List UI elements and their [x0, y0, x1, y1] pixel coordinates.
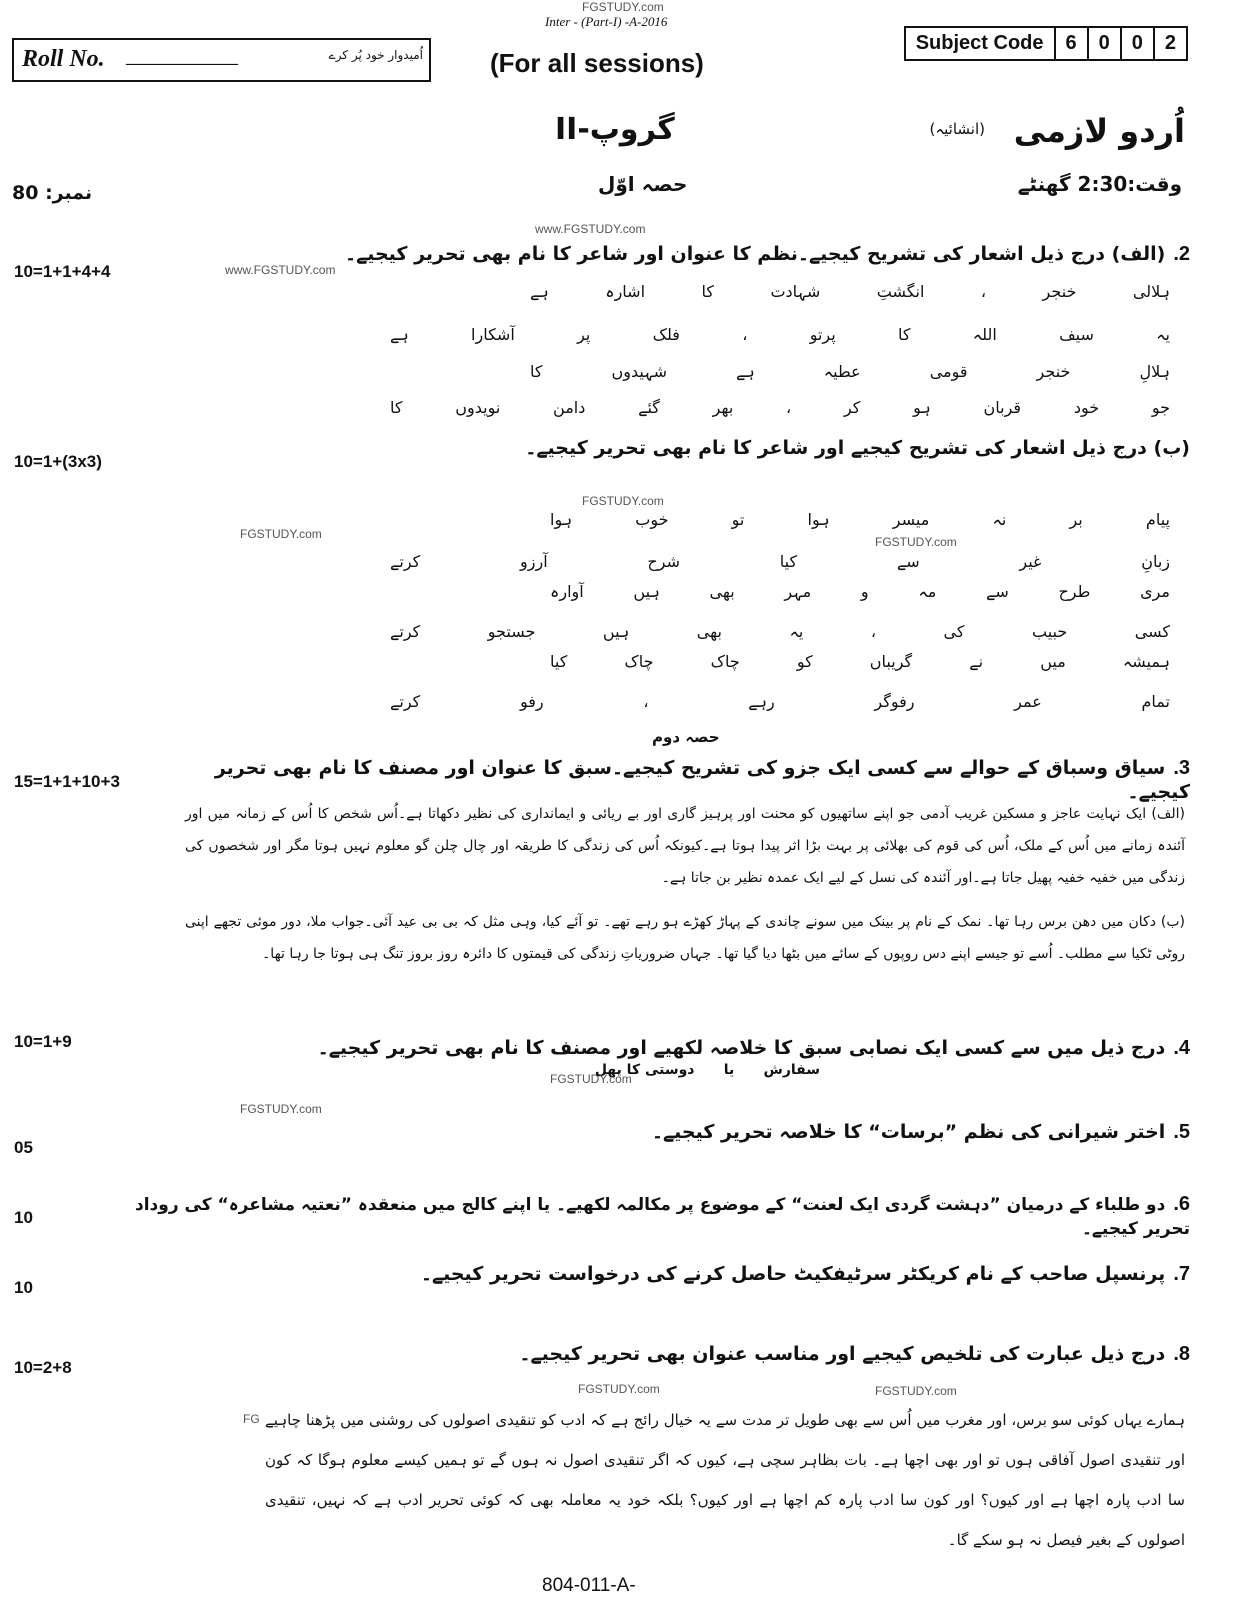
q5-marks: 05	[14, 1138, 33, 1157]
subject-type: (انشائیہ)	[929, 120, 985, 138]
verse-line: کسی حبیب کی ، یہ بھی ہیں جستجو کرتے	[390, 622, 1170, 641]
question-text: درج ذیل میں سے کسی ایک نصابی سبق کا خلاصہ لکھیے اور مصنف کا نام بھی تحریر کیجیے۔	[317, 1037, 1166, 1059]
watermark: FGSTUDY.com	[875, 535, 957, 549]
question-number: 5.	[1173, 1121, 1190, 1143]
question-number: 8.	[1173, 1343, 1190, 1365]
option-2: دوستی کا پھل	[594, 1062, 695, 1078]
question-number: 7.	[1173, 1263, 1190, 1285]
total-marks: نمبر: 80	[12, 182, 93, 204]
q8-passage: ہمارے یہاں کوئی سو برس، اور مغرب میں اُس سے بھی طویل تر مدت سے یہ خیال رائج ہے کہ ادب کو تنقیدی اصولوں کی روشنی میں پڑھنا چاہیے اور تنقیدی اصول آفاقی ہوں تو اور بھی اچھا ہے۔ بات بظاہر سچی ہے، کیوں کہ اگر تنقیدی اصول نہ ہوں گے تو ہمیں کیسے معلوم ہوگا کہ کون سا ادب پارہ اچھا ہے اور کیوں؟ اور کون سا ادب پارہ کم اچھا ہے اور کیوں؟ بلکہ خود یہ معاملہ بھی کہ کوئی تحریر ادب ہے کہ نہیں، تنقیدی اصولوں کے بغیر فیصل نہ ہو سکے گا۔	[265, 1411, 1185, 1549]
watermark: FGSTUDY.com	[550, 1072, 632, 1086]
q4-marks: 10=1+9	[14, 1032, 72, 1051]
question-2a	[160, 242, 1190, 266]
section-2-label: حصہ دوم	[652, 728, 720, 746]
subject-code-label: Subject Code	[915, 32, 1044, 54]
section-1-label: حصہ اوّل	[598, 172, 688, 196]
question-3	[150, 756, 1190, 804]
verse-line: ہمیشہ میں نے گریباں کو چاک چاک کیا	[550, 652, 1170, 671]
question-number: 6.	[1173, 1193, 1190, 1215]
q6-marks: 10	[14, 1208, 33, 1227]
question-number: 4.	[1173, 1037, 1190, 1059]
roll-label: Roll No.	[22, 46, 105, 72]
watermark: FGSTUDY.com	[582, 494, 664, 508]
roll-number-box[interactable]	[12, 38, 431, 82]
q7-marks: 10	[14, 1278, 33, 1297]
subject-code-digit: 6	[1054, 28, 1087, 59]
verse-line: مری طرح سے مہ و مہر بھی ہیں آوارہ	[550, 582, 1170, 601]
verse-line: تمام عمر رفوگر رہے ، رفو کرتے	[390, 692, 1170, 711]
watermark: FGSTUDY.com	[240, 527, 322, 541]
watermark: FG	[243, 1412, 260, 1426]
option-or: یا	[723, 1062, 735, 1078]
question-2b: (ب) درج ذیل اشعار کی تشریح کیجیے اور شاعر کا نام بھی تحریر کیجیے۔	[525, 437, 1190, 459]
question-number: 2.	[1173, 243, 1190, 265]
question-6	[130, 1192, 1190, 1241]
q2b-marks: 10=1+(3x3)	[14, 452, 102, 471]
q3-passage-a: (الف) ایک نہایت عاجز و مسکین غریب آدمی جو اپنے ساتھیوں کو محنت اور پرہیز گاری اور بے ریائی و ایمانداری کی نظیر دکھاتا ہے۔اُس شخص کا اُس کے زمانہ میں اور آئندہ زمانے میں اُس کے ملک، اُس کی قوم کی بھلائی پر بہت بڑا اثر پیدا ہوتا ہے۔کیونکہ اُس کی زندگی کا طریقہ اور چال چلن گو معلوم نہیں ہوتا مگر اور شخصوں کی زندگی میں خفیہ خفیہ پھیل جاتا ہے۔اور آئندہ کی نسل کے لیے ایک عمدہ نظیر بن جاتا ہے۔	[185, 806, 1185, 886]
question-7	[160, 1262, 1190, 1286]
roll-note: اُمیدوار خود پُر کرے	[328, 48, 423, 62]
q8-marks: 10=2+8	[14, 1358, 72, 1377]
verse-line: پیام بر نہ میسر ہوا تو خوب ہوا	[550, 510, 1170, 529]
subject-code-box	[904, 26, 1188, 61]
q2a-marks: 10=1+1+4+4	[14, 262, 111, 281]
watermark: www.FGSTUDY.com	[225, 263, 336, 277]
watermark: FGSTUDY.com	[582, 0, 664, 14]
verse-line: یہ سیف اللہ کا پرتو ، فلک پر آشکارا ہے	[390, 325, 1170, 344]
watermark: FGSTUDY.com	[875, 1384, 957, 1398]
watermark: FGSTUDY.com	[240, 1102, 322, 1116]
verse-line: جو خود قربان ہو کر ، بھر گئے دامن نویدوں کا	[390, 398, 1170, 417]
subject-title: اُردو لازمی	[1013, 112, 1185, 150]
question-5	[160, 1120, 1190, 1144]
question-8	[160, 1342, 1190, 1366]
question-text: درج ذیل عبارت کی تلخیص کیجیے اور مناسب عنوان بھی تحریر کیجیے۔	[519, 1343, 1166, 1365]
option-1: سفارش	[763, 1062, 820, 1078]
paper-code-footer: 804-011-A-	[542, 1575, 636, 1596]
question-4	[160, 1036, 1190, 1060]
subject-code-digit: 0	[1120, 28, 1153, 59]
watermark: FGSTUDY.com	[578, 1382, 660, 1396]
subject-code-digit: 0	[1087, 28, 1120, 59]
watermark: www.FGSTUDY.com	[535, 222, 646, 236]
roll-blank: ______________	[126, 46, 238, 65]
question-text: اختر شیرانی کی نظم ”برسات“ کا خلاصہ تحریر کیجیے۔	[651, 1121, 1166, 1143]
time-label: وقت:2:30 گھنٹے	[1017, 172, 1182, 196]
subject-code-digit: 2	[1153, 28, 1186, 59]
verse-line: ہلالِ خنجر قومی عطیہ ہے شہیدوں کا	[530, 362, 1170, 381]
verse-line: زبانِ غیر سے کیا شرح آرزو کرتے	[390, 552, 1170, 571]
question-text: دو طلباء کے درمیان ”دہشت گردی ایک لعنت“ کے موضوع پر مکالمہ لکھیے۔ یا اپنے کالج میں منعقدہ ”نعتیہ مشاعرہ“ کی روداد تحریر کیجیے۔	[134, 1195, 1190, 1239]
sessions-label: (For all sessions)	[490, 48, 704, 78]
q3-marks: 15=1+1+10+3	[14, 772, 120, 791]
group-label: گروپ-II	[555, 112, 675, 147]
question-text: (الف) درج ذیل اشعار کی تشریح کیجیے۔نظم کا عنوان اور شاعر کا نام بھی تحریر کیجیے۔	[344, 243, 1166, 265]
q3-passage-b: (ب) دکان میں دھن برس رہا تھا۔ نمک کے نام پر بینک میں سونے چاندی کے پہاڑ کھڑے ہو رہے تھے۔ تو آئے کیا، وہی مثل کہ بی بی عید آئی۔جواب ملا، دور موئی تجھے اپنی روٹی ٹکیا سے مطلب۔ اُسے تو جیسے اپنے دس روپوں کے سائے میں بٹھا دیا گیا تھا۔ جہاں ضروریاتِ زندگی کی قیمتوں کا دائرہ روز بروز تنگ ہی ہوتا جا رہا تھا۔	[185, 914, 1185, 962]
question-number: 3.	[1173, 757, 1190, 779]
question-text: سیاق وسباق کے حوالے سے کسی ایک جزو کی تشریح کیجیے۔سبق کا عنوان اور مصنف کا نام بھی تحریر کیجیے۔	[214, 757, 1190, 803]
question-text: پرنسپل صاحب کے نام کریکٹر سرٹیفکیٹ حاصل کرنے کی درخواست تحریر کیجیے۔	[420, 1263, 1166, 1285]
exam-title: Inter - (Part-I) -A-2016	[545, 14, 668, 29]
verse-line: ہلالی خنجر ، انگشتِ شہادت کا اشارہ ہے	[530, 282, 1170, 301]
